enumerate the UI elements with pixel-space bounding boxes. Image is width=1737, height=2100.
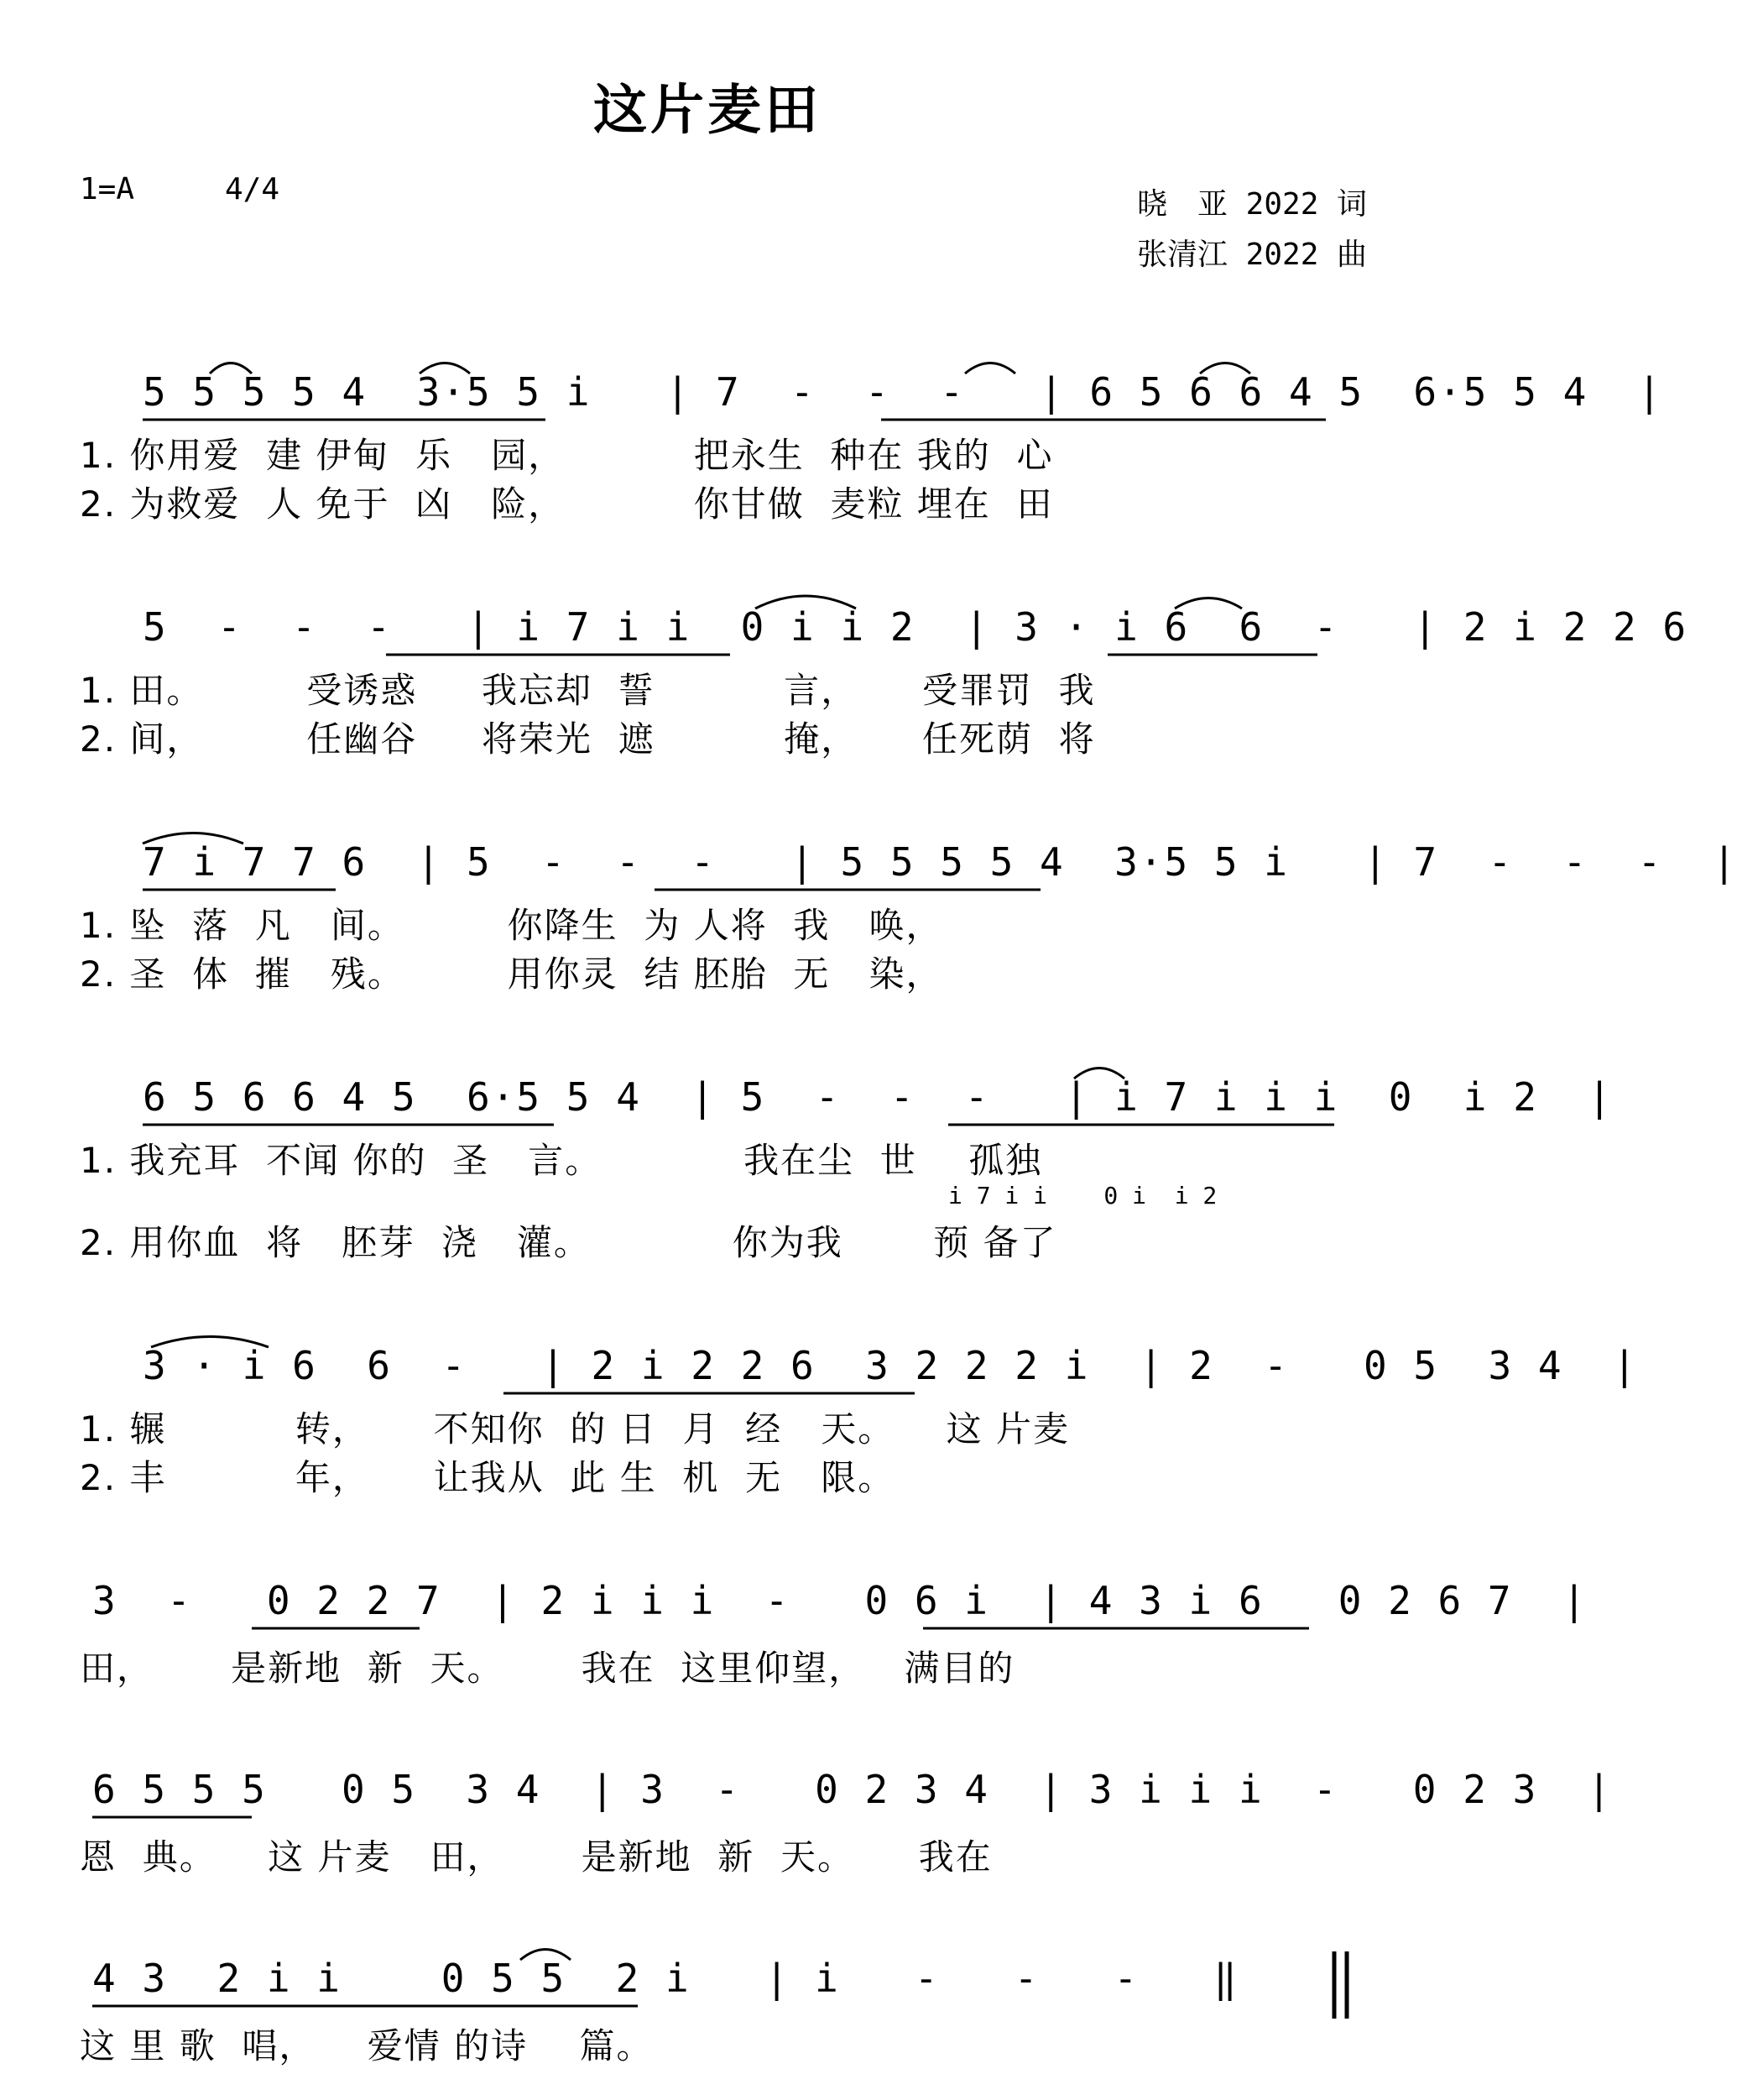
slur-mark bbox=[1074, 1068, 1124, 1079]
lyric-line-2-verse-1: 1. 田。 受诱惑 我忘却 誓 言， 受罪罚 我 bbox=[80, 670, 1096, 711]
time-signature: 4/4 bbox=[225, 172, 280, 206]
lyric-line-5-verse-1: 1. 辗 转， 不知你 的 日 月 经 天。 这 片麦 bbox=[80, 1408, 1070, 1450]
slur-mark bbox=[143, 833, 243, 844]
slur-mark bbox=[965, 363, 1015, 374]
slur-mark bbox=[755, 596, 856, 609]
lyric-line-1-verse-1: 1. 你用爱 建 伊甸 乐 园， 把永生 种在 我的 心 bbox=[80, 435, 1054, 476]
slur-mark bbox=[210, 363, 252, 374]
lyricist-credit: 晓 亚 2022 词 bbox=[1137, 187, 1368, 222]
notation-line-5: 3 · i 6 6 - | 2 i 2 2 6 3 2 2 2 i | 2 - 0 5 3 4 | bbox=[143, 1343, 1638, 1388]
slur-mark bbox=[151, 1337, 269, 1348]
song-title: 这片麦田 bbox=[593, 80, 822, 142]
notation-line-8: 4 3 2 i i 0 5 5 2 i | i - - - ‖ bbox=[92, 1956, 1239, 2001]
lyric-line-3-verse-2: 2. 圣 体 摧 残。 用你灵 结 胚胎 无 染， bbox=[80, 953, 943, 995]
notation-line-3: 7 i 7 7 6 | 5 - - - | 5 5 5 5 4 3·5 5 i | 7 - - - | bbox=[143, 839, 1737, 885]
alternate-notation: i 7 i i 0 i i 2 bbox=[948, 1182, 1218, 1209]
slur-mark bbox=[1175, 598, 1242, 609]
lyric-line-5-verse-2: 2. 丰 年， 让我从 此 生 机 无 限。 bbox=[80, 1457, 895, 1498]
lyric-line-4-verse-2: 2. 用你血 将 胚芽 浇 灌。 你为我 预 备了 bbox=[80, 1222, 1057, 1263]
notation-line-4: 6 5 6 6 4 5 6·5 5 4 | 5 - - - | i 7 i i i 0 i 2 | bbox=[143, 1074, 1613, 1120]
slur-mark bbox=[520, 1950, 571, 1961]
lyric-line-4-verse-1: 1. 我充耳 不闻 你的 圣 言。 我在尘 世 孤独 bbox=[80, 1140, 1043, 1181]
lyric-line-8: 这 里 歌 唱， 爱情 的诗 篇。 bbox=[80, 2025, 654, 2066]
lyric-line-7: 恩 典。 这 片麦 田， 是新地 新 天。 我在 bbox=[80, 1836, 993, 1878]
notation-line-6: 3 - 0 2 2 7 | 2 i i i - 0 6 i | 4 3 i 6 0 2 6 7 | bbox=[92, 1578, 1588, 1623]
composer-credit: 张清江 2022 曲 bbox=[1137, 238, 1368, 272]
notation-line-1: 5 5 5 5 4 3·5 5 i | 7 - - - | 6 5 6 6 4 5 6·5 5 4 | bbox=[143, 369, 1663, 415]
slur-mark bbox=[1200, 363, 1250, 374]
notation-line-7: 6 5 5 5 0 5 3 4 | 3 - 0 2 3 4 | 3 i i i - 0 2 3 | bbox=[92, 1767, 1613, 1812]
lyric-line-3-verse-1: 1. 坠 落 凡 间。 你降生 为 人将 我 唤， bbox=[80, 905, 943, 946]
slur-mark bbox=[420, 363, 470, 374]
key-signature: 1=A bbox=[80, 172, 135, 206]
notation-line-2: 5 - - - | i 7 i i 0 i i 2 | 3 · i 6 6 - | 2 i 2 2 6 bbox=[143, 604, 1688, 650]
lyric-line-2-verse-2: 2. 间， 任幽谷 将荣光 遮 掩， 任死荫 将 bbox=[80, 718, 1096, 760]
lyric-line-1-verse-2: 2. 为救爱 人 免于 凶 险， 你甘做 麦粒 埋在 田 bbox=[80, 483, 1054, 525]
lyric-line-6: 田， 是新地 新 天。 我在 这里仰望， 满目的 bbox=[80, 1648, 1015, 1689]
